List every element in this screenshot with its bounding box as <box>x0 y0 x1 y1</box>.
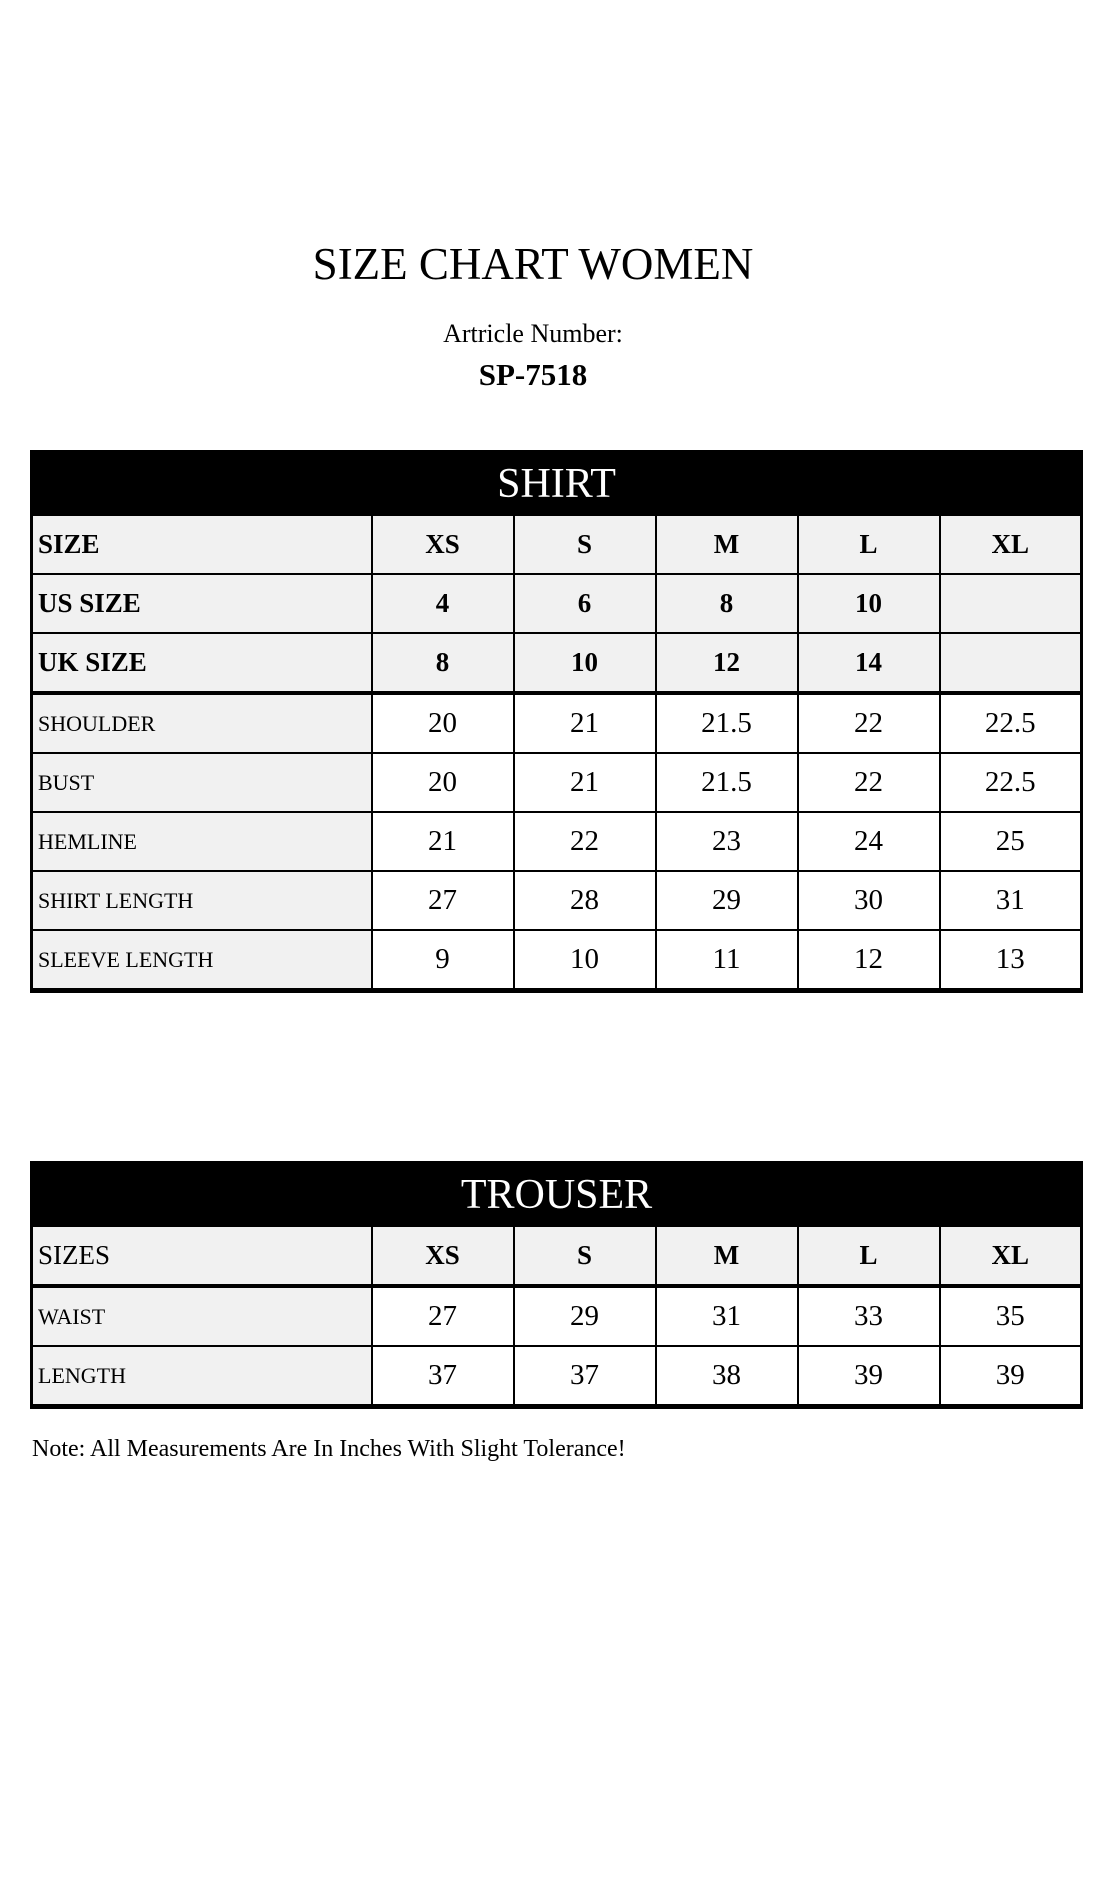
table-row <box>32 1346 1082 1407</box>
measurement-value-cell: 12 <box>798 930 940 991</box>
size-value-cell: L <box>798 515 940 574</box>
size-value-cell <box>940 574 1082 633</box>
size-value-cell: 6 <box>514 574 656 633</box>
size-value-cell: 8 <box>372 633 514 693</box>
measurement-value-cell: 23 <box>656 812 798 871</box>
page-title: SIZE CHART WOMEN <box>312 239 754 289</box>
table-row <box>32 871 1082 930</box>
measurement-value-cell: 29 <box>656 871 798 930</box>
measurement-value-cell: 33 <box>798 1286 940 1346</box>
measurement-value-cell: 21 <box>372 812 514 871</box>
measurement-value-cell: 39 <box>940 1346 1082 1407</box>
row-label-cell: US SIZE <box>32 574 372 633</box>
table-row <box>32 930 1082 991</box>
row-label-cell: SLEEVE LENGTH <box>32 930 372 991</box>
measurement-value-cell: 31 <box>656 1286 798 1346</box>
size-value-cell: M <box>656 1226 798 1286</box>
measurement-value-cell: 39 <box>798 1346 940 1407</box>
size-value-cell: 10 <box>798 574 940 633</box>
measurement-value-cell: 31 <box>940 871 1082 930</box>
measurement-value-cell: 11 <box>656 930 798 991</box>
size-value-cell: L <box>798 1226 940 1286</box>
size-value-cell: XS <box>372 1226 514 1286</box>
heading-block <box>0 238 1066 393</box>
measurement-value-cell: 20 <box>372 753 514 812</box>
measurement-value-cell: 22 <box>798 693 940 753</box>
trouser-table-title: TROUSER <box>32 1163 1082 1227</box>
row-label-cell: SIZE <box>32 515 372 574</box>
note-text: Note: All Measurements Are In Inches With Slight Tolerance! <box>32 1436 626 1462</box>
measurement-value-cell: 30 <box>798 871 940 930</box>
measurement-value-cell: 27 <box>372 871 514 930</box>
article-number-label: Artricle Number: <box>443 319 623 348</box>
table-row <box>32 1226 1082 1286</box>
shirt-table-title-row <box>32 452 1082 516</box>
measurement-value-cell: 37 <box>514 1346 656 1407</box>
measurement-value-cell: 35 <box>940 1286 1082 1346</box>
size-value-cell: M <box>656 515 798 574</box>
size-value-cell: XS <box>372 515 514 574</box>
size-value-cell: 4 <box>372 574 514 633</box>
measurement-value-cell: 21.5 <box>656 693 798 753</box>
row-label-cell: SHOULDER <box>32 693 372 753</box>
size-value-cell: XL <box>940 515 1082 574</box>
article-number: SP-7518 <box>478 357 588 392</box>
size-value-cell: 10 <box>514 633 656 693</box>
measurement-value-cell: 21.5 <box>656 753 798 812</box>
measurement-value-cell: 13 <box>940 930 1082 991</box>
measurement-value-cell: 21 <box>514 693 656 753</box>
shirt-size-table <box>30 450 1083 993</box>
measurement-value-cell: 25 <box>940 812 1082 871</box>
shirt-table-title: SHIRT <box>32 452 1082 516</box>
measurement-value-cell: 24 <box>798 812 940 871</box>
measurement-value-cell: 22.5 <box>940 753 1082 812</box>
row-label-cell: SIZES <box>32 1226 372 1286</box>
measurement-value-cell: 37 <box>372 1346 514 1407</box>
row-label-cell: UK SIZE <box>32 633 372 693</box>
table-row <box>32 812 1082 871</box>
measurement-value-cell: 29 <box>514 1286 656 1346</box>
table-row <box>32 1286 1082 1346</box>
trouser-size-table <box>30 1161 1083 1409</box>
measurement-value-cell: 22 <box>514 812 656 871</box>
size-value-cell: 12 <box>656 633 798 693</box>
table-row <box>32 574 1082 633</box>
size-value-cell: S <box>514 515 656 574</box>
size-value-cell: 8 <box>656 574 798 633</box>
measurement-value-cell: 10 <box>514 930 656 991</box>
row-label-cell: BUST <box>32 753 372 812</box>
row-label-cell: SHIRT LENGTH <box>32 871 372 930</box>
table-row <box>32 633 1082 693</box>
row-label-cell: LENGTH <box>32 1346 372 1407</box>
size-value-cell <box>940 633 1082 693</box>
measurement-value-cell: 20 <box>372 693 514 753</box>
measurement-value-cell: 28 <box>514 871 656 930</box>
measurement-value-cell: 21 <box>514 753 656 812</box>
table-row <box>32 515 1082 574</box>
measurement-value-cell: 9 <box>372 930 514 991</box>
measurement-value-cell: 38 <box>656 1346 798 1407</box>
trouser-table-title-row <box>32 1163 1082 1227</box>
size-value-cell: 14 <box>798 633 940 693</box>
size-value-cell: S <box>514 1226 656 1286</box>
row-label-cell: WAIST <box>32 1286 372 1346</box>
table-row <box>32 693 1082 753</box>
size-chart-page <box>0 238 1110 1463</box>
size-value-cell: XL <box>940 1226 1082 1286</box>
measurement-value-cell: 27 <box>372 1286 514 1346</box>
measurement-value-cell: 22 <box>798 753 940 812</box>
row-label-cell: HEMLINE <box>32 812 372 871</box>
measurement-value-cell: 22.5 <box>940 693 1082 753</box>
table-row <box>32 753 1082 812</box>
